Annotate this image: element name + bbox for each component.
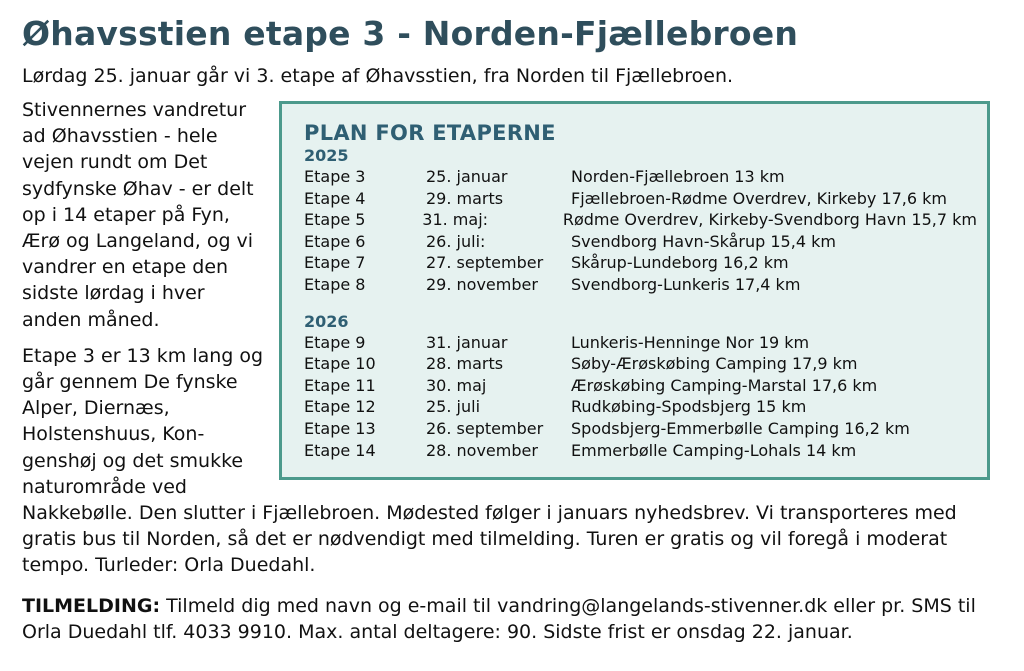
stage-number: Etape 7 bbox=[304, 253, 366, 273]
stage-number: Etape 9 bbox=[304, 332, 366, 352]
stage-row bbox=[304, 418, 977, 440]
stage-row bbox=[304, 231, 977, 253]
stage-route: Lunkeris-Henninge Nor 19 km bbox=[571, 332, 810, 352]
year-heading-2026: 2026 bbox=[304, 311, 349, 331]
stage-date: 28. marts bbox=[426, 354, 504, 374]
year-heading-2025: 2025 bbox=[304, 146, 349, 165]
plan-heading: PLAN FOR ETAPERNE bbox=[304, 121, 556, 145]
stage-row bbox=[304, 252, 977, 274]
stage-date: 28. november bbox=[426, 440, 538, 460]
stage-route: Søby-Ærøskøbing Camping 17,9 km bbox=[571, 354, 858, 374]
page-title: Øhavsstien etape 3 - Norden-Fjællebroen bbox=[22, 14, 799, 53]
stage-row bbox=[304, 375, 977, 397]
stage-number: Etape 5 bbox=[304, 210, 366, 230]
stage-date: 26. september bbox=[426, 418, 544, 438]
stage-row bbox=[304, 440, 977, 462]
stage-number: Etape 11 bbox=[304, 375, 376, 395]
stage-route: Ærøskøbing Camping-Marstal 17,6 km bbox=[571, 375, 878, 395]
stage-number: Etape 4 bbox=[304, 188, 366, 208]
signup-label: TILMELDING: bbox=[22, 595, 161, 617]
signup-text: Tilmeld dig med navn og e-mail til vandring@langelands-stivenner.dk eller pr. SMS til Orla Duedahl tlf. 4033 9910. Max. antal deltagere: 90. Sidste frist er onsdag 22. januar. bbox=[22, 595, 976, 643]
stage-plan-box bbox=[279, 101, 990, 480]
stage-route: Emmerbølle Camping-Lohals 14 km bbox=[571, 440, 857, 460]
stage-number: Etape 10 bbox=[304, 354, 376, 374]
stage-route: Rødme Overdrev, Kirkeby-Svendborg Havn 15,7 km bbox=[562, 210, 977, 230]
stage-row bbox=[304, 166, 977, 188]
stage-row bbox=[304, 209, 977, 231]
stage-number: Etape 14 bbox=[304, 440, 376, 460]
paragraph-intro: Stivennernes vandretur ad Øhavsstien - hele vejen rundt om Det sydfynske Øhav - er delt op i 14 etaper på Fyn, Ærø og Langeland, og vi vandrer en etape den sidste lørdag i hver anden måned. bbox=[22, 99, 254, 331]
stage-route: Fjællebroen-Rødme Overdrev, Kirkeby 17,6 km bbox=[571, 188, 947, 208]
stage-number: Etape 3 bbox=[304, 167, 366, 186]
stage-date: 31. maj: bbox=[422, 210, 489, 230]
stage-date: 25. januar bbox=[426, 167, 508, 186]
stage-date: 26. juli: bbox=[426, 231, 486, 251]
stage-date: 27. september bbox=[426, 253, 544, 273]
stage-number: Etape 12 bbox=[304, 397, 376, 417]
stage-route: Svendborg-Lunkeris 17,4 km bbox=[571, 274, 801, 294]
stage-date: 31. januar bbox=[426, 332, 508, 352]
stage-date: 29. november bbox=[426, 274, 538, 294]
stage-route: Rudkøbing-Spodsbjerg 15 km bbox=[571, 397, 807, 417]
stage-row bbox=[304, 396, 977, 418]
stage-route: Norden-Fjællebroen 13 km bbox=[571, 167, 785, 186]
stage-date: 30. maj bbox=[426, 375, 487, 395]
stage-row bbox=[304, 332, 977, 354]
stage-list-2026 bbox=[304, 332, 977, 462]
paragraph-details: Etape 3 er 13 km lang og går gennem De fynske Alper, Diernæs, Holstenshuus, Kongenshøj og det smukke naturområde ved Nakkebølle. Den slutter i Fjællebroen. Mødested følger i januars nyhedsbrev. Vi transporteres med gratis bus til Norden, så det er nødvendigt med tilmelding. Turen er gratis og vil foregå i moderat tempo. Turleder: Orla Duedahl. bbox=[22, 344, 957, 577]
stage-route: Spodsbjerg-Emmerbølle Camping 16,2 km bbox=[571, 418, 910, 438]
intro-text: Lørdag 25. januar går vi 3. etape af Øhavsstien, fra Norden til Fjællebroen. bbox=[22, 65, 734, 87]
stage-date: 25. juli bbox=[426, 397, 481, 417]
stage-number: Etape 8 bbox=[304, 274, 366, 294]
stage-list-2025 bbox=[304, 166, 977, 296]
stage-row bbox=[304, 188, 977, 210]
stage-row bbox=[304, 353, 977, 375]
stage-route: Svendborg Havn-Skårup 15,4 km bbox=[571, 231, 836, 251]
stage-row bbox=[304, 274, 977, 296]
stage-number: Etape 6 bbox=[304, 231, 366, 251]
stage-number: Etape 13 bbox=[304, 418, 376, 438]
signup-info bbox=[22, 593, 1012, 645]
stage-date: 29. marts bbox=[426, 188, 504, 208]
article-body bbox=[22, 97, 1002, 579]
stage-route: Skårup-Lundeborg 16,2 km bbox=[571, 253, 789, 273]
